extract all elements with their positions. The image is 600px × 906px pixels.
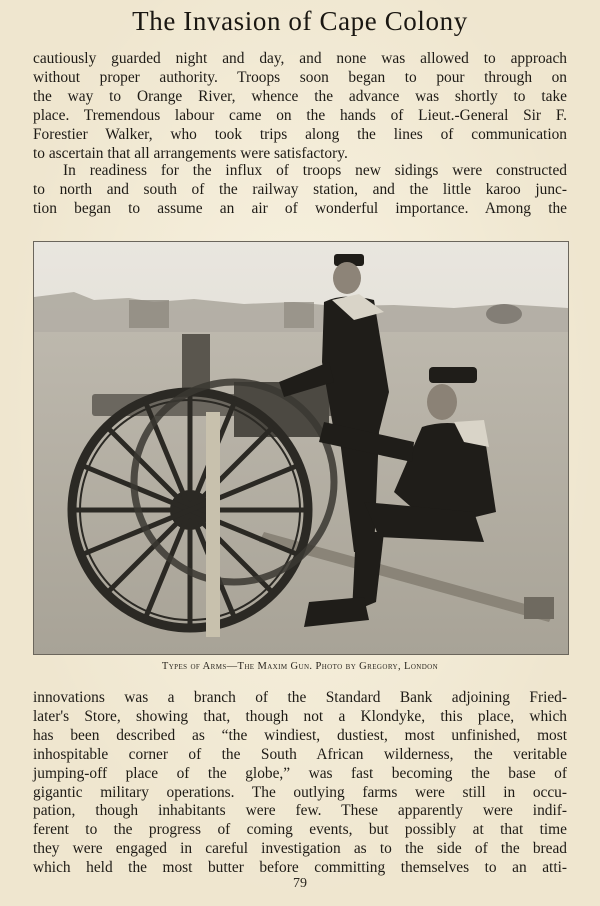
figure-caption: Types of Arms—The Maxim Gun. Photo by Gregory, London — [161, 661, 439, 672]
text-line: jumping-off place of the globe,” was fast becoming the base of — [33, 764, 567, 782]
text-line: to north and south of the railway station, and the little karoo junc- — [33, 180, 567, 198]
page-number: 79 — [293, 876, 307, 891]
text-line: gigantic military operations. The outlying farms were still in occu- — [33, 783, 567, 801]
paragraph-2 — [33, 162, 567, 219]
text-line: which held the most butter before committing themselves to an atti- — [33, 859, 567, 877]
text-line: innovations was a branch of the Standard Bank adjoining Fried- — [33, 689, 567, 706]
text-line: ferent to the progress of coming events, but possibly at that time — [33, 821, 567, 839]
text-line: later's Store, showing that, though not a Klondyke, this place, which — [33, 707, 567, 725]
text-line: they were engaged in careful investigation as to the side of the bread — [33, 840, 567, 858]
page-title: The Invasion of Cape Colony — [132, 6, 468, 36]
text-line: pation, though inhabitants were few. These apparently were indif- — [33, 802, 567, 820]
text-line: has been described as “the windiest, dustiest, most unfinished, most — [33, 726, 567, 744]
paragraph-1 — [33, 50, 567, 163]
text-line: cautiously guarded night and day, and none was allowed to approach — [33, 50, 567, 67]
text-line: without proper authority. Troops soon began to pour through on — [33, 68, 567, 86]
text-line: In readiness for the influx of troops new sidings were constructed — [63, 162, 567, 179]
text-line: tion began to assume an air of wonderful importance. Among the — [33, 199, 567, 217]
text-line: to ascertain that all arrangements were satisfactory. — [33, 144, 348, 162]
text-line: inhospitable corner of the South African wilderness, the veritable — [33, 745, 567, 763]
paragraph-3 — [33, 689, 567, 878]
text-line: the way to Orange River, whence the advance was shortly to take — [33, 87, 567, 105]
maxim-gun-photograph — [33, 241, 569, 655]
text-line: place. Tremendous labour came on the hands of Lieut.-General Sir F. — [33, 106, 567, 124]
text-line: Forestier Walker, who took trips along the lines of communication — [33, 125, 567, 143]
